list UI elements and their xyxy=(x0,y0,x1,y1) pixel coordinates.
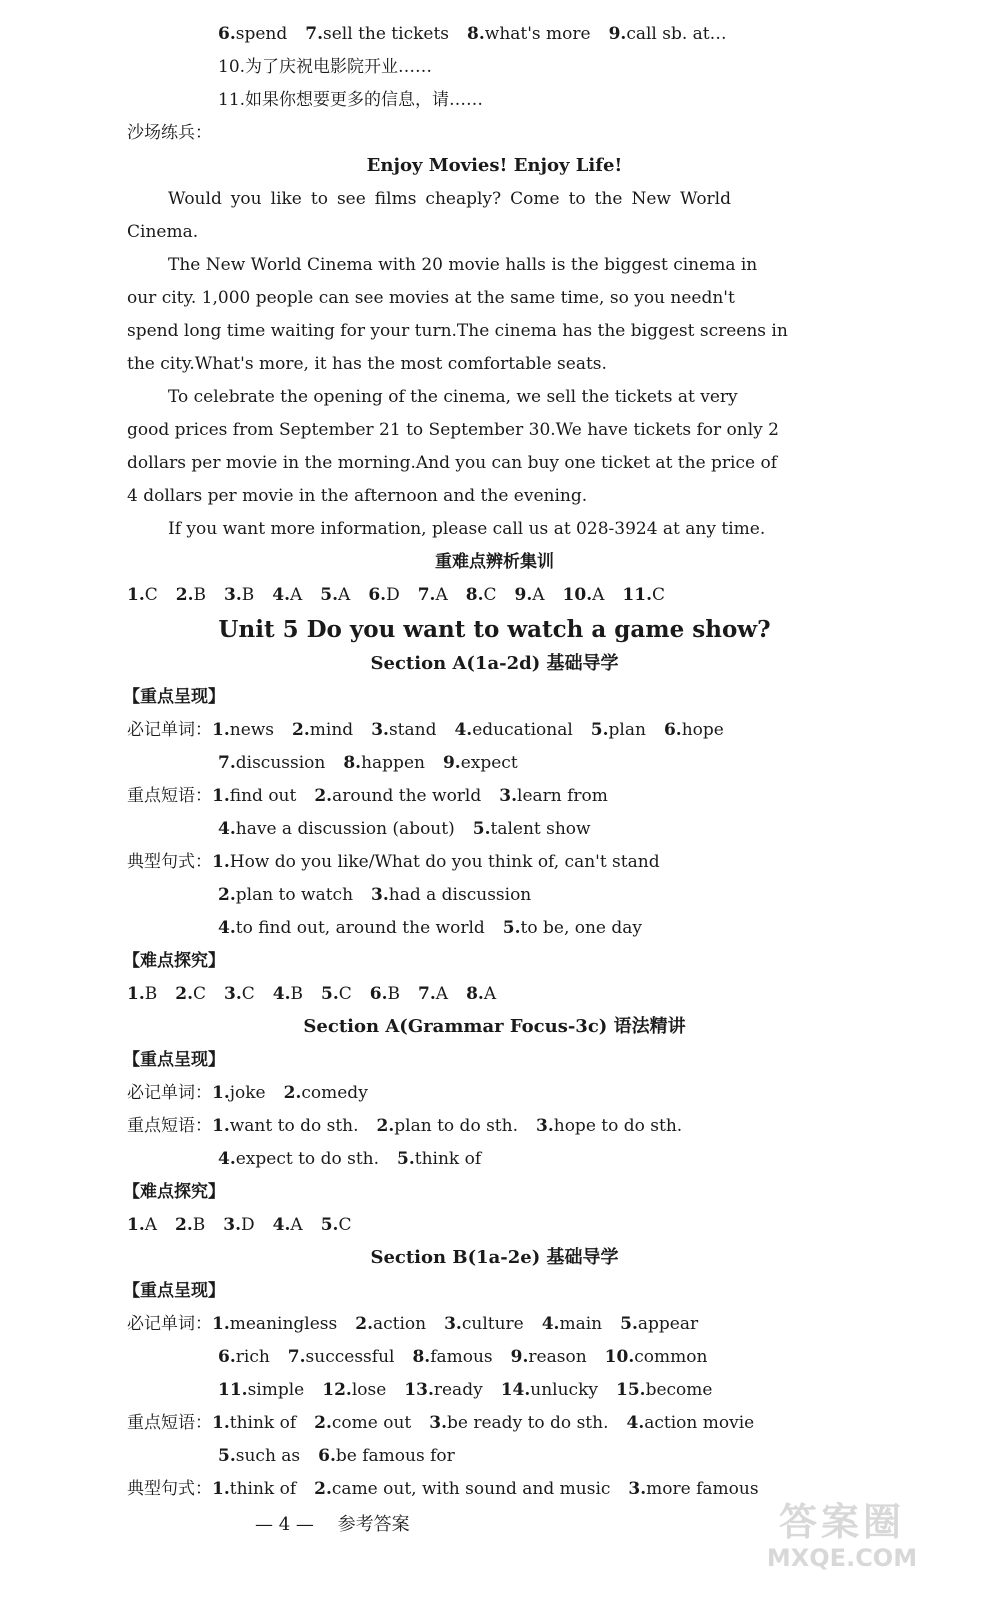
answer-line-1 xyxy=(218,22,745,46)
section-a2-diff-answers xyxy=(127,1213,369,1237)
answer-item: 5.talent show xyxy=(472,819,591,839)
passage-line: The New World Cinema with 20 movie halls is the biggest cinema in xyxy=(168,255,758,275)
section-b1-phrases-2 xyxy=(218,1444,473,1468)
page-footer xyxy=(255,1513,410,1537)
sentences-label: 典型句式： xyxy=(127,1479,212,1499)
answer-item: 3.C xyxy=(224,984,255,1004)
answer-item: 7.successful xyxy=(287,1347,395,1367)
answer-item: 3.had a discussion xyxy=(371,885,532,905)
answer-item: 5.A xyxy=(320,585,351,605)
answer-line-3: 11.如果你想要更多的信息，请…… xyxy=(218,90,484,110)
section-a1-phrases xyxy=(127,784,626,808)
answer-item: 6.B xyxy=(369,984,401,1004)
answer-item: 6.D xyxy=(368,585,400,605)
answer-item: 6.be famous for xyxy=(318,1446,455,1466)
answer-item: 8.C xyxy=(465,585,497,605)
answer-item: 4.to find out, around the world xyxy=(218,918,485,938)
answer-item: 9.call sb. at… xyxy=(608,24,727,44)
passage-line: 4 dollars per movie in the afternoon and the evening. xyxy=(127,486,588,506)
section-b1-title: Section B(1a-2e) 基础导学 xyxy=(370,1247,619,1268)
answer-item: 2.action xyxy=(355,1314,427,1334)
answer-item: 9.A xyxy=(514,585,545,605)
section-b1-words-2 xyxy=(218,1345,725,1369)
sentences-label: 典型句式： xyxy=(127,852,212,872)
passage-line: Cinema. xyxy=(127,222,199,242)
answer-item: 2.plan to watch xyxy=(218,885,354,905)
answer-item: 4.action movie xyxy=(626,1413,755,1433)
answer-item: 10.A xyxy=(562,585,605,605)
answer-item: 3.hope to do sth. xyxy=(536,1116,683,1136)
answer-item: 1.B xyxy=(127,984,158,1004)
answer-item: 5.C xyxy=(321,984,352,1004)
words-label: 必记单词： xyxy=(127,720,212,740)
answer-item: 5.such as xyxy=(218,1446,301,1466)
answer-item: 6.hope xyxy=(663,720,724,740)
section-a1-words-2 xyxy=(218,751,536,775)
section-a1-diff-heading: 【难点探究】 xyxy=(123,951,225,971)
section-a2-words xyxy=(127,1081,386,1105)
passage-line: Would you like to see films cheaply? Come to the New World xyxy=(168,189,731,209)
answer-item: 6.rich xyxy=(218,1347,270,1367)
section-a2-title: Section A(Grammar Focus-3c) 语法精讲 xyxy=(303,1016,686,1037)
answer-item: 1.think of xyxy=(212,1479,297,1499)
passage-line: If you want more information, please call us at 028-3924 at any time. xyxy=(168,519,766,539)
passage-line: the city.What's more, it has the most comfortable seats. xyxy=(127,354,607,374)
answer-item: 7.A xyxy=(418,984,449,1004)
answer-item: 4.B xyxy=(272,984,304,1004)
answer-item: 1.meaningless xyxy=(212,1314,338,1334)
answer-item: 7.sell the tickets xyxy=(305,24,450,44)
answer-item: 3.learn from xyxy=(499,786,608,806)
passage-line: our city. 1,000 people can see movies at the same time, so you needn't xyxy=(127,288,735,308)
answer-item: 4.A xyxy=(272,585,303,605)
section-a1-diff-answers xyxy=(127,982,514,1006)
section-a1-words xyxy=(127,718,742,742)
words-label: 必记单词： xyxy=(127,1083,212,1103)
passage-line: spend long time waiting for your turn.The cinema has the biggest screens in xyxy=(127,321,788,341)
answer-item: 1.A xyxy=(127,1215,158,1235)
answer-item: 3.stand xyxy=(371,720,437,740)
answer-item: 4.A xyxy=(272,1215,303,1235)
answer-item: 1.How do you like/What do you think of, can't stand xyxy=(212,852,660,872)
section-a1-sentences-2 xyxy=(218,883,549,907)
answer-item: 14.unlucky xyxy=(500,1380,598,1400)
answer-item: 5.to be, one day xyxy=(502,918,643,938)
answer-item: 13.ready xyxy=(404,1380,483,1400)
drill-title: 重难点辨析集训 xyxy=(435,552,554,572)
answer-item: 5.appear xyxy=(620,1314,699,1334)
footer-label: 参考答案 xyxy=(337,1514,410,1535)
section-b1-words xyxy=(127,1312,716,1336)
answer-item: 5.plan xyxy=(590,720,646,740)
answer-item: 2.comedy xyxy=(283,1083,368,1103)
answer-item: 15.become xyxy=(615,1380,713,1400)
answer-item: 9.reason xyxy=(510,1347,587,1367)
section-a1-phrases-2 xyxy=(218,817,609,841)
answer-line-2: 10.为了庆祝电影院开业…… xyxy=(218,57,433,77)
answer-item: 5.think of xyxy=(397,1149,482,1169)
answer-item: 2.come out xyxy=(314,1413,412,1433)
drill-answers xyxy=(127,583,683,607)
section-a1-key-heading: 【重点呈现】 xyxy=(123,687,225,707)
answer-item: 1.find out xyxy=(212,786,297,806)
section-b1-phrases xyxy=(127,1411,772,1435)
answer-item: 2.came out, with sound and music xyxy=(314,1479,611,1499)
passage-line: dollars per movie in the morning.And you can buy one ticket at the price of xyxy=(127,453,778,473)
section-a2-diff-heading: 【难点探究】 xyxy=(123,1182,225,1202)
answer-item: 10.common xyxy=(604,1347,708,1367)
answer-item: 1.C xyxy=(127,585,158,605)
phrases-label: 重点短语： xyxy=(127,1413,212,1433)
answer-item: 3.culture xyxy=(444,1314,524,1334)
answer-item: 8.famous xyxy=(412,1347,493,1367)
unit-title: Unit 5 Do you want to watch a game show? xyxy=(218,616,771,643)
answer-item: 1.want to do sth. xyxy=(212,1116,359,1136)
phrases-label: 重点短语： xyxy=(127,786,212,806)
answer-item: 2.B xyxy=(175,1215,206,1235)
answer-item: 11.simple xyxy=(218,1380,305,1400)
answer-item: 6.spend xyxy=(218,24,288,44)
answer-item: 3.be ready to do sth. xyxy=(429,1413,609,1433)
section-a1-title: Section A(1a-2d) 基础导学 xyxy=(370,653,619,674)
passage-title: Enjoy Movies! Enjoy Life! xyxy=(366,155,623,176)
page-number: — 4 — xyxy=(255,1514,314,1535)
answer-item: 1.think of xyxy=(212,1413,297,1433)
answer-item: 2.B xyxy=(175,585,207,605)
answer-item: 2.plan to do sth. xyxy=(376,1116,518,1136)
answer-item: 2.C xyxy=(175,984,207,1004)
answer-item: 3.D xyxy=(223,1215,255,1235)
watermark-logo xyxy=(717,1500,967,1580)
passage-line: good prices from September 21 to September 30.We have tickets for only 2 xyxy=(127,420,779,440)
answer-item: 9.expect xyxy=(442,753,518,773)
answer-item: 8.what's more xyxy=(467,24,591,44)
section-b1-key-heading: 【重点呈现】 xyxy=(123,1281,225,1301)
answer-item: 5.C xyxy=(320,1215,352,1235)
answer-item: 4.have a discussion (about) xyxy=(218,819,455,839)
answer-item: 8.A xyxy=(466,984,497,1004)
answer-item: 3.more famous xyxy=(628,1479,759,1499)
phrases-label: 重点短语： xyxy=(127,1116,212,1136)
answer-item: 3.B xyxy=(224,585,255,605)
section-a1-sentences xyxy=(127,850,678,874)
passage-line: To celebrate the opening of the cinema, we sell the tickets at very xyxy=(168,387,738,407)
answer-item: 11.C xyxy=(622,585,665,605)
section-a1-sentences-3 xyxy=(218,916,660,940)
answer-item: 8.happen xyxy=(343,753,425,773)
answer-item: 4.main xyxy=(541,1314,603,1334)
answer-item: 1.news xyxy=(212,720,275,740)
section-b1-words-3 xyxy=(218,1378,730,1402)
answer-item: 12.lose xyxy=(322,1380,387,1400)
section-b1-sentences xyxy=(127,1477,777,1501)
practice-label: 沙场练兵： xyxy=(127,123,212,143)
words-label: 必记单词： xyxy=(127,1314,212,1334)
section-a2-key-heading: 【重点呈现】 xyxy=(123,1050,225,1070)
section-a2-phrases-2 xyxy=(218,1147,499,1171)
answer-item: 4.expect to do sth. xyxy=(218,1149,379,1169)
answer-item: 4.educational xyxy=(454,720,573,740)
watermark-cn: 答案圈 xyxy=(778,1500,905,1544)
answer-item: 2.mind xyxy=(292,720,354,740)
watermark-en: MXQE.COM xyxy=(766,1544,918,1572)
answer-item: 7.A xyxy=(417,585,448,605)
section-a2-phrases xyxy=(127,1114,700,1138)
answer-item: 7.discussion xyxy=(218,753,326,773)
answer-item: 1.joke xyxy=(212,1083,266,1103)
answer-item: 2.around the world xyxy=(314,786,482,806)
